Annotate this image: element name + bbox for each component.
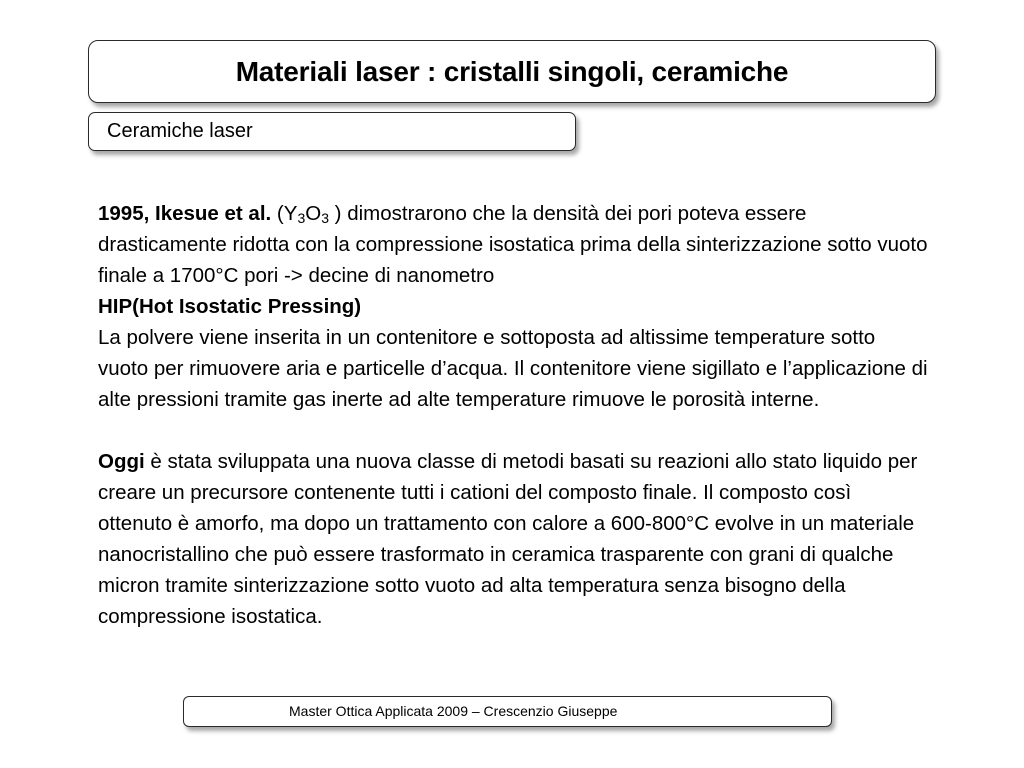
- ikesue-text: ) dimostrarono che la densità dei pori poteva essere drasticamente ridotta con la compressione isostatica prima della sinterizzazione sotto vuoto finale a 1700°C pori -> decine di nanometro: [98, 202, 928, 287]
- paragraph-ikesue: [98, 198, 928, 291]
- slide-body: [98, 198, 928, 632]
- oggi-text: è stata sviluppata una nuova classe di metodi basati su reazioni allo stato liquido per creare un precursore contenente tutti i cationi del composto finale. Il composto così ottenuto è amorfo, ma dopo un trattamento con calore a 600-800°C evolve in un materiale nanocristallino che può essere trasformato in ceramica trasparente con grani di qualche micron tramite sinterizzazione sotto vuoto ad alta temperatura senza bisogno della compressione isostatica.: [98, 450, 918, 628]
- slide-subtitle: Ceramiche laser: [107, 120, 253, 142]
- hip-heading: [98, 291, 928, 322]
- title-box: [88, 40, 936, 103]
- paragraph-oggi: [98, 446, 928, 632]
- subtitle-box: [88, 112, 576, 151]
- ikesue-lead: 1995, Ikesue et al.: [98, 202, 272, 225]
- slide-title: Materiali laser : cristalli singoli, ceramiche: [235, 55, 789, 87]
- formula-sub-2: 3: [321, 210, 329, 226]
- formula-mid: O: [305, 202, 322, 225]
- hip-text: La polvere viene inserita in un contenitore e sottoposta ad altissime temperature sotto vuoto per rimuovere aria e particelle d’acqua. Il contenitore viene sigillato e l’applicazione di alte pressioni tramite gas inerte ad alte temperature rimuove le porosità interne.: [98, 326, 928, 411]
- formula-sub-1: 3: [297, 210, 306, 226]
- formula-open: (Y: [271, 202, 298, 225]
- footer-text: Master Ottica Applicata 2009 – Crescenzio Giuseppe: [289, 703, 618, 719]
- footer-box: [183, 696, 832, 727]
- paragraph-gap: [98, 415, 928, 446]
- hip-heading-text: HIP(Hot Isostatic Pressing): [98, 295, 362, 318]
- oggi-lead: Oggi: [98, 450, 145, 473]
